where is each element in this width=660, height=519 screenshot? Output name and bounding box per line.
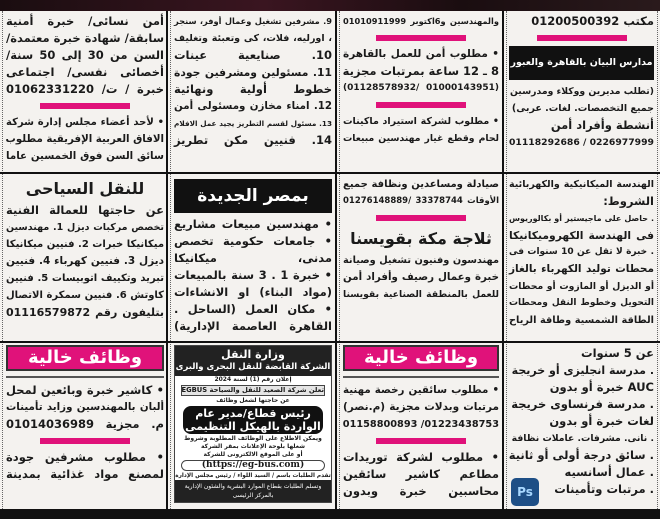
ad-text-line: 8 ـ 12 ساعة بمرتبات مجزية [342,64,499,78]
ad-text-line: أمن نسائى/ خبرة أمنية [6,14,164,28]
submit-line: تقدم الطلبات باسم / السيد اللواء / رئيس مجلس الإدارة [175,473,331,479]
ad-text-line: ميكانيكا خبرات 2. فنيين ميكانيكا [6,239,165,250]
divider-rule [6,376,164,378]
ad-text-line: القاهرة العاصمة الإدارية) [174,319,332,333]
ad-text-line: • مطلوب لشركة توريدات [343,450,499,464]
website-url: (https://eg-bus.com) [181,460,325,471]
ad-text-line: الافاق العربية الإفريقية مطلوب [5,133,164,145]
ad-text-line: سابقة/ شهادة خبرة معتمدة/ [6,31,164,45]
ad-text-line: ، اورليه، فلات، كى وتعبئة وتغليف [174,33,332,44]
pink-separator [376,35,466,41]
ministry-title: وزارة النقل [221,348,285,361]
ad-text-line: تخصص مركبات ديزل 1. مهندسين [6,222,164,233]
ad-headline-banner: مدارس البيان بالقاهرة والعبور [509,46,654,80]
ad-heading: للنقل السياحى [25,179,145,198]
announcement-number: إعلان رقم (1) لسنة 2024 [214,376,292,383]
ad-text-line: • مطلوب لشركة استيراد ماكينات [343,116,499,127]
note-line: ويمكن الاطلاع على الوظائف المطلوبة وشروط شغلها بلوحة الإعلانات بمقر الشركة [184,435,322,450]
position-title: رئيس قطاع/مدير عام [195,407,311,420]
ministry-announcement [174,345,332,503]
classified-ad-cell [509,176,654,340]
ad-text-line: لغات خبرة أو بدون [549,414,654,428]
section-banner-vacancies: وظائف خالية [343,345,499,371]
ad-text-line: مهندسون وفنيون تشغيل وصيانة [343,255,499,266]
ad-text-line: (مواد البناء) او الانشاءات [174,285,332,299]
ad-text-line: الطاقة الشمسية وطاقة الرياح [509,315,654,326]
classified-ad-cell [6,176,164,340]
ad-text-line: 14. فنيين مكن تطريز [174,133,332,147]
classified-ad-cell [509,13,654,171]
website-label: أو على الموقع الالكترونى للشركة [203,451,303,458]
row-rule [0,172,660,174]
ad-text-line: عن حاجتها للعمالة الفنية [6,203,164,217]
ad-text-line: م. مجزية 01014036989 [6,417,164,431]
classified-ad-cell [6,345,164,508]
ad-heading: ثلاجة مكة بقويسنا [350,229,492,248]
ps-icon-label: Ps [517,485,533,499]
pink-separator [376,215,466,221]
ad-text-line: 11. مسئولين ومشرفين جودة [174,66,332,79]
ad-text-line: مطاعم كاشير سائقين [343,467,499,481]
ad-text-line: لحام وقطع غيار مهندسين مبيعات [343,133,499,144]
ad-text-line: . حاصل على ماجيستير أو بكالوريوس [509,214,654,223]
ad-text-line: جميع التخصصات. لغات. عربى) [511,103,654,114]
ad-text-line: والمهندسين و6اكتوبر 01010911999 [343,16,499,26]
ad-text-line: . مدرسة انجليزى أو خريجة [511,364,654,377]
ad-text-line: مكتب 01200500392 [531,14,654,28]
column-divider [657,11,658,509]
top-dark-band [0,0,660,11]
position-box [183,406,323,434]
ad-text-line: مدنى، ميكانيكا [174,251,332,265]
ad-text-line: كاوتش 6. فنيين سمكرة الاتصال [6,290,164,301]
ad-text-line: . نانى. مشرفات. عاملات نظافة [511,433,654,444]
ministry-header [175,346,331,376]
ad-text-line: • كاشير خبرة وبائعين لمحل [6,383,164,397]
ad-text-line: • لأحد أعضاء مجلس إدارة شركة [6,117,164,128]
ad-text-line: . خبرة لا تقل عن 10 سنوات فى [509,247,654,257]
ad-text-line: 9. مشرفين تشغيل وعمال أوفر، سنجر [174,16,332,26]
company-line: تعلن شركة الصعيد للنقل والسياحة EGBUS [181,386,324,394]
ad-text-line: أخصائى نفسى/ اجتماعى [6,65,164,79]
ad-text-line: ديزل 3. فنيين كهرباء 4. فنيين [6,255,164,267]
ad-text-line: محطات توليد الكهرباء بالغاز [509,263,654,275]
pink-separator [40,103,130,109]
ad-text-line: • مطلوب أمن للعمل بالقاهرة [343,48,499,60]
ad-text-line: . مرتبات وتأمينات [554,482,654,496]
ad-text-line: 10. صنايعية عينات [174,48,332,62]
ad-text-line: (01000143951 /01128578932) [343,83,499,93]
column-divider [506,11,507,509]
position-subtitle: الواردة بالهيكل التنظيمى [185,420,321,433]
ad-text-line: . مدرسة فرنساوى خريجة [511,397,654,411]
classified-ad-cell [343,345,499,508]
ad-text-line: (تطلب مديرين ووكلاء ومدرسين [509,86,654,97]
ad-text-line: بتليفون رقم 01116579872 [6,306,164,319]
ad-text-line: للعمل بالمنطقة الصناعية بقويسنا [343,289,499,300]
ad-text-line: أو الديزل أو المازوت أو محطات [509,281,654,292]
ad-text-line: الهندسة الميكانيكية والكهربائية [509,179,654,190]
classified-ad-cell [174,13,332,171]
classified-ad-cell [174,176,332,340]
divider-rule [343,376,499,378]
ad-text-line: تبريد وتكييف اتوبيسات 5. فنيين [6,273,164,284]
column-divider [2,11,3,509]
ad-text-line: 01223438753/ 01158800893 [342,419,499,430]
footer-line: وتسلم الطلبات بقطاع الموارد البشرية والشئون الإدارية بالمركز الرئيسى [175,480,331,502]
photoshop-app-icon[interactable] [511,478,539,506]
ad-text-line: الأوقات 33378744 /01276148889 [343,196,499,206]
ad-text-line: 0226977999 / 01118292686 [508,137,654,148]
classified-ad-cell [174,345,332,508]
ad-text-line: AUC خبرة أو بدون [549,380,654,394]
ad-text-line: • مطلوب مشرفين جودة [6,450,164,464]
ad-text-line: • مطلوب سائقين رخصة مهنية [343,384,499,396]
ad-text-line: لمصنع مواد غذائية بمدينة [6,467,164,481]
classified-ad-cell [343,13,499,171]
ad-text-line: خبرة / ت/ 01062331220 [6,82,164,96]
ad-text-line: خطوط أولية ونهائية [174,82,332,96]
ad-text-line: عن 5 سنوات [581,346,654,360]
ad-text-line: محاسبين خبرة وبدون [343,484,499,498]
column-rule [502,11,504,509]
classified-ad-cell [343,176,499,340]
ad-text-line: • خبرة 1 . 3 سنة بالمبيعات [174,268,332,282]
ad-text-line: . سائق درجة أولى أو ثانية [508,448,654,462]
ministry-subtitle: الشركة القابضة للنقل البحرى والبرى [175,362,331,372]
ad-text-line: سائق السن فوق الخمسين عاما [6,150,164,162]
row-rule [0,341,660,343]
bottom-dark-band [0,509,660,519]
classified-ad-cell [6,13,164,171]
column-rule [166,11,168,509]
ad-text-line: فى الهندسة الكهروميكانيكا [509,229,654,242]
ad-text-line: صيادلة ومساعدين ونظافة جميع [343,179,499,190]
pink-separator [537,35,627,41]
ad-text-line: • مكان العمل (الساحل . [174,302,332,316]
ad-text-line: . عمال أسانسيه [564,465,654,479]
need-line: عن حاجتها لشغل وظائف [216,397,290,404]
ad-headline-banner: بمصر الجديدة [174,179,332,213]
pink-separator [40,438,130,444]
pink-separator [376,438,466,444]
ad-text-line: التحويل وخطوط النقل ومحطات [509,298,654,308]
column-divider [170,11,171,509]
ad-text-line: • جامعات حكومية تخصص [174,234,332,248]
ad-text-line: خبرة وعمال رصيف وأفراد أمن [343,271,499,283]
section-banner-vacancies: وظائف خالية [6,345,164,371]
ad-text-line: 12. امناء مخازن ومسئولى أمن [174,100,332,112]
ad-text-line: أنشطة وأفراد أمن [550,118,654,132]
ad-text-line: مرتبات وبدلات مجزية (م.نصر) [343,401,499,413]
ad-text-line: الشروط: [603,194,654,208]
column-rule [335,11,337,509]
ad-text-line: 13. مسئول لقسم التطريز يجيد عمل الافلام [174,119,332,128]
ad-text-line: السن من 30 إلى 50 سنة/ [6,48,164,62]
pink-separator [376,102,466,108]
ad-text-line: ألبان بالمهندسين وزايد تأمينات [6,401,164,413]
ad-text-line: • مهندسين مبيعات مشاريع [174,217,332,231]
column-divider [339,11,340,509]
